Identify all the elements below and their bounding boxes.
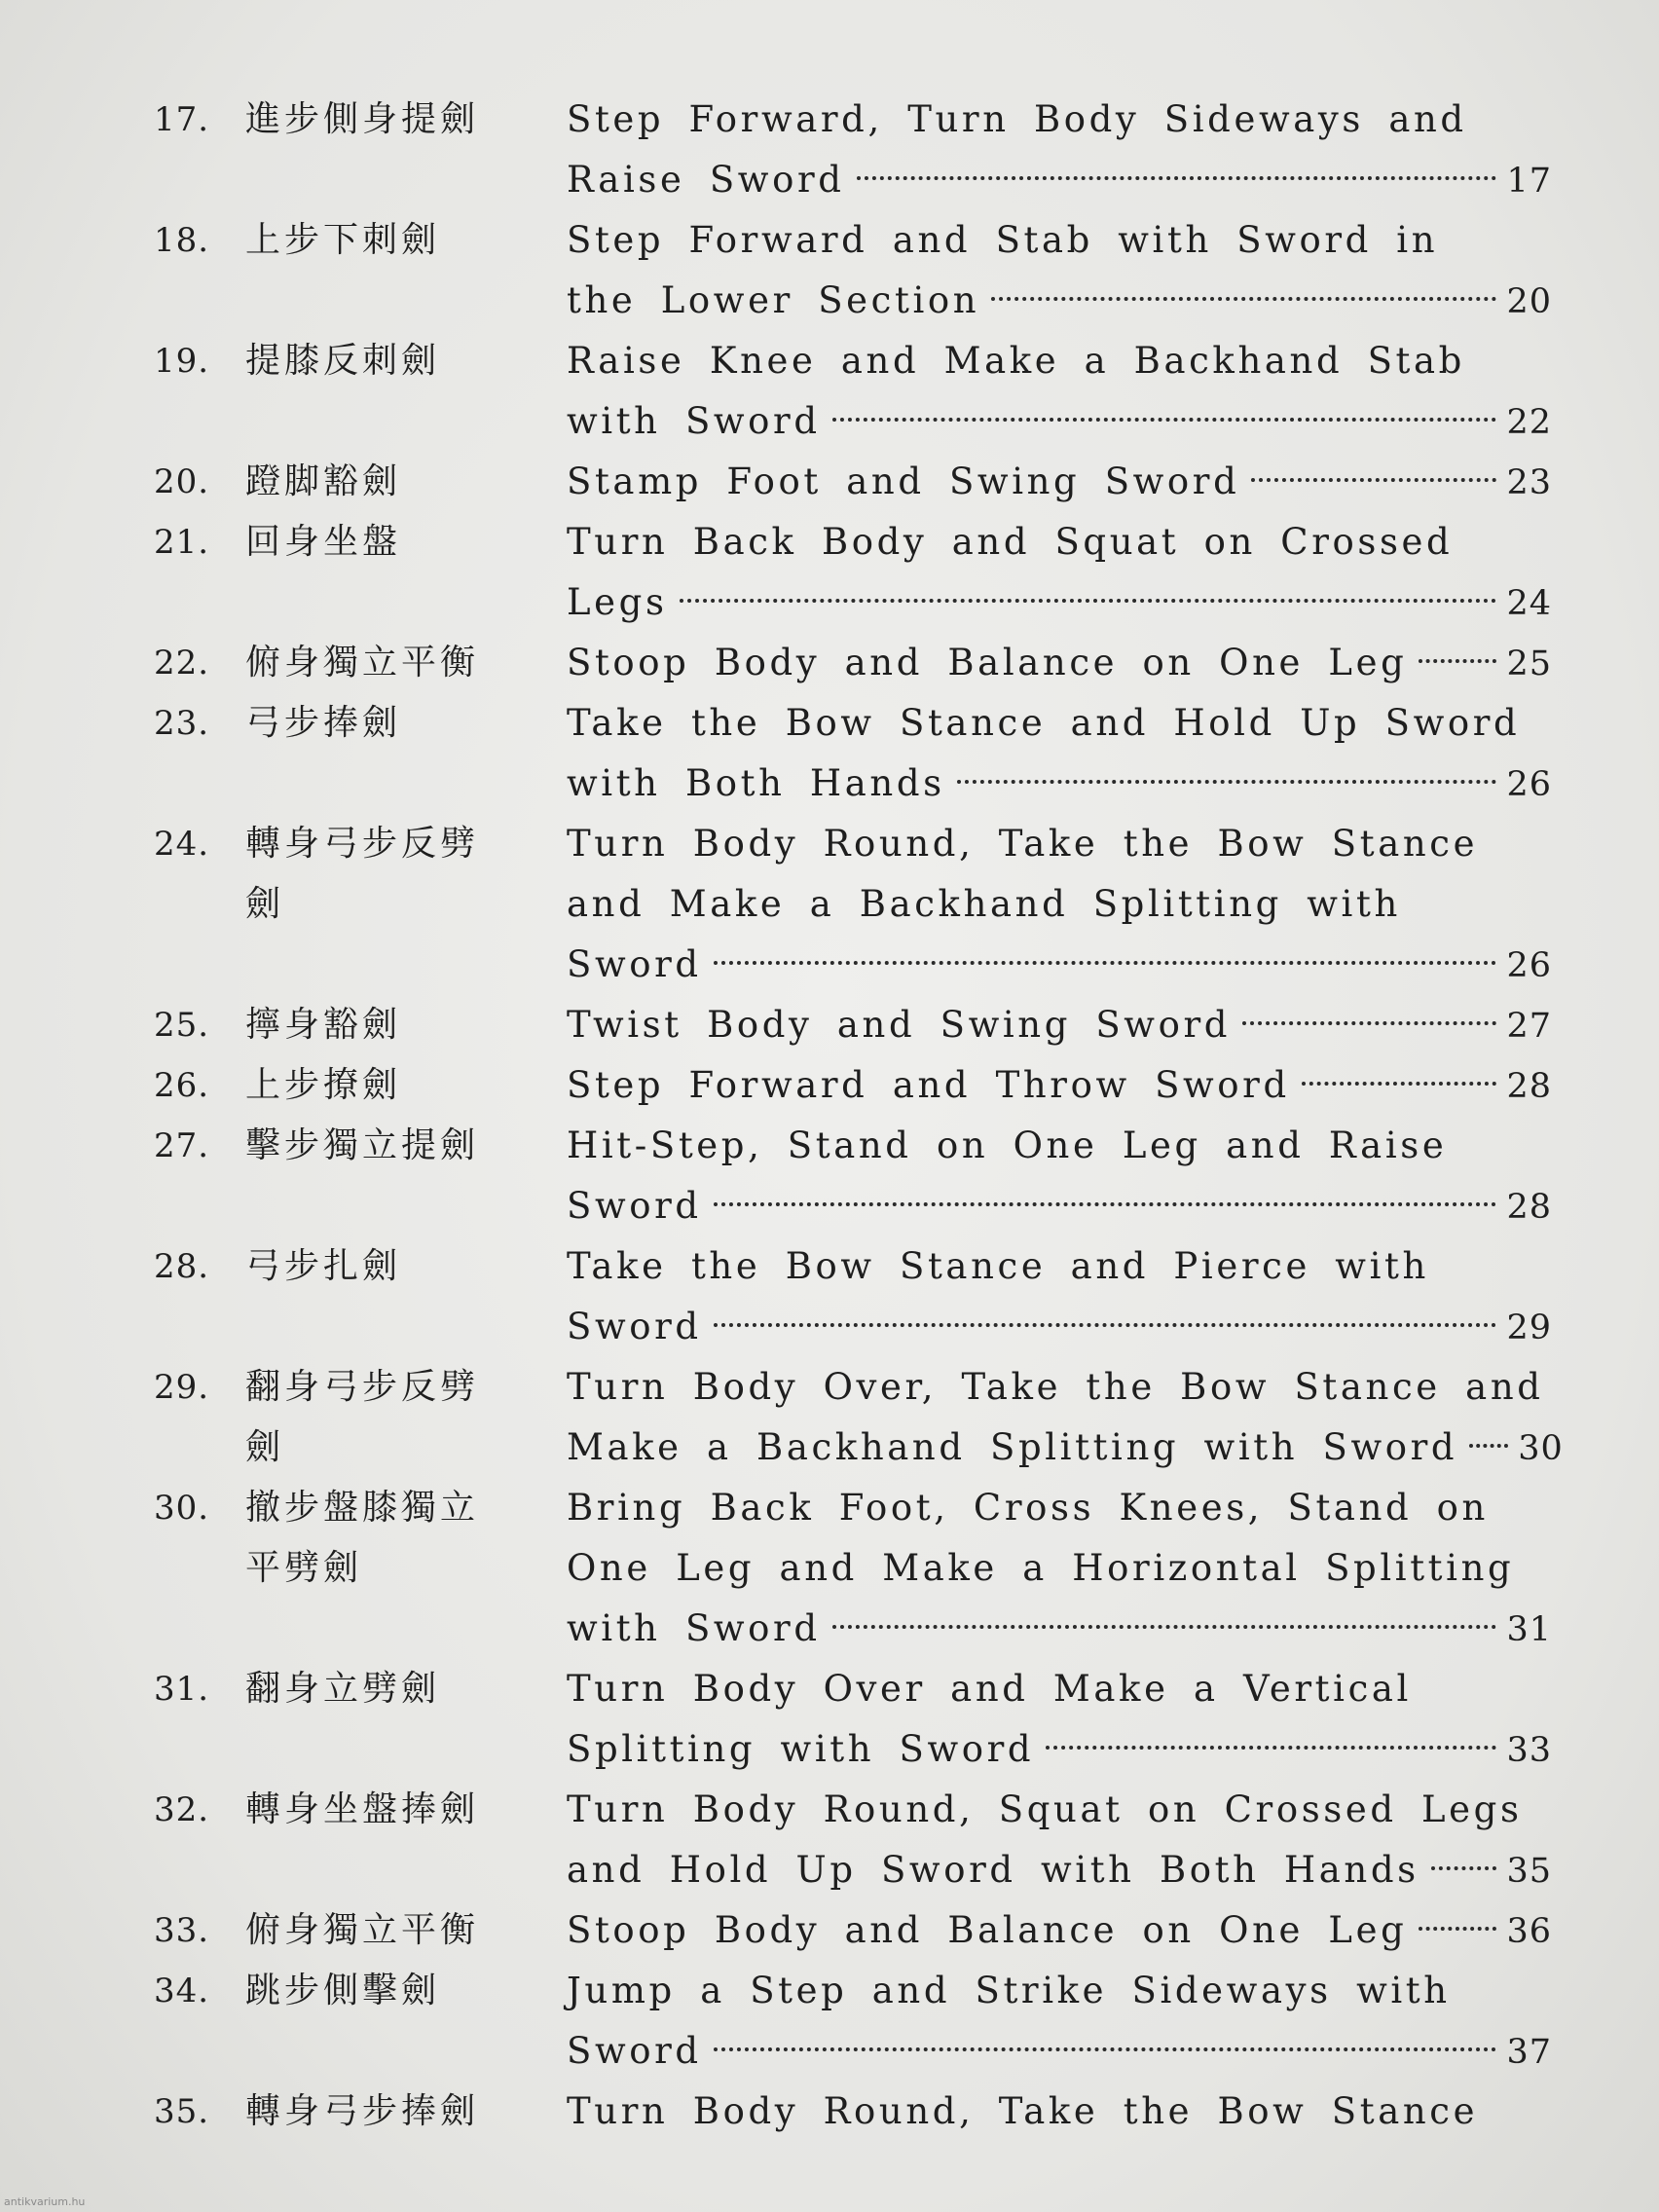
entry-english-text: with Both Hands	[567, 762, 945, 804]
toc-entry	[0, 210, 1659, 331]
entry-number: 29.	[154, 1368, 210, 1407]
entry-chinese-title: 擊步獨立提劍	[245, 1125, 480, 1165]
toc-entry-line	[0, 391, 1659, 452]
entry-chinese-title: 翻身立劈劍	[245, 1669, 441, 1709]
entry-english-title	[567, 271, 1552, 332]
entry-number: 26.	[154, 1066, 210, 1105]
toc-entry-line	[0, 1538, 1659, 1599]
dot-leader	[714, 961, 1497, 965]
dot-leader	[957, 780, 1497, 784]
entry-english-text: Sword	[567, 1185, 702, 1227]
dot-leader	[832, 418, 1497, 422]
toc-entry	[0, 1780, 1659, 1900]
entry-chinese-title: 蹬脚豁劍	[245, 461, 402, 501]
toc-entry	[0, 2082, 1659, 2142]
toc-entry	[0, 633, 1659, 693]
entry-english-title: Raise Knee and Make a Backhand Stab	[567, 340, 1465, 382]
page-number: 28	[1506, 1067, 1552, 1106]
toc-entry-line	[0, 814, 1659, 874]
entry-english-title: Bring Back Foot, Cross Knees, Stand on	[567, 1487, 1489, 1529]
toc-entry	[0, 693, 1659, 814]
toc-entry-line	[0, 331, 1659, 391]
dot-leader	[1419, 659, 1496, 663]
page-number: 37	[1506, 2033, 1552, 2072]
entry-chinese-title: 回身坐盤	[245, 522, 402, 562]
toc-entry-line	[0, 1719, 1659, 1780]
entry-english-title	[567, 1297, 1552, 1358]
toc-entry-line	[0, 2082, 1659, 2142]
toc-entry-line	[0, 1659, 1659, 1719]
toc-entry-line	[0, 935, 1659, 995]
entry-english-title	[567, 572, 1552, 634]
page-number: 26	[1506, 946, 1552, 985]
toc-entry-line	[0, 572, 1659, 633]
toc-entry-line	[0, 1840, 1659, 1900]
dot-leader	[714, 2047, 1497, 2051]
entry-english-text: Stoop Body and Balance on One Leg	[567, 1909, 1408, 1951]
entry-number: 23.	[154, 704, 210, 743]
entry-number: 28.	[154, 1247, 210, 1286]
dot-leader	[1302, 1082, 1497, 1086]
entry-english-title	[567, 1599, 1552, 1660]
toc-entry	[0, 1055, 1659, 1116]
page-number: 29	[1506, 1309, 1552, 1347]
page-number: 35	[1506, 1852, 1552, 1891]
entry-english-text: Twist Body and Swing Sword	[567, 1004, 1232, 1046]
toc-entry-line	[0, 1176, 1659, 1236]
entry-english-text: and Hold Up Sword with Both Hands	[567, 1849, 1419, 1891]
toc-entry-line	[0, 210, 1659, 271]
page-number: 22	[1506, 403, 1552, 442]
entry-chinese-title: 上步下刺劍	[245, 220, 441, 260]
dot-leader	[1242, 1021, 1496, 1025]
entry-english-title	[567, 1418, 1564, 1479]
entry-number: 24.	[154, 825, 210, 864]
entry-chinese-title: 劍	[245, 1427, 285, 1467]
dot-leader	[1046, 1746, 1496, 1750]
entry-english-title: Step Forward and Stab with Sword in	[567, 219, 1439, 261]
toc-entry	[0, 331, 1659, 452]
entry-english-title: and Make a Backhand Splitting with	[567, 883, 1401, 925]
watermark: antikvarium.hu	[4, 2195, 86, 2208]
entry-english-title: Hit-Step, Stand on One Leg and Raise	[567, 1124, 1448, 1166]
toc-entry	[0, 90, 1659, 210]
toc-entry-line	[0, 512, 1659, 572]
entry-number: 19.	[154, 342, 210, 381]
entry-english-text: Stoop Body and Balance on One Leg	[567, 642, 1408, 683]
toc-entry-line	[0, 2021, 1659, 2082]
dot-leader	[1251, 478, 1496, 482]
table-of-contents	[0, 90, 1659, 2142]
toc-entry	[0, 1478, 1659, 1659]
entry-number: 17.	[154, 100, 210, 139]
toc-entry-line	[0, 1055, 1659, 1116]
entry-english-title: Jump a Step and Strike Sideways with	[567, 1970, 1451, 2011]
entry-english-text: Step Forward and Throw Sword	[567, 1064, 1290, 1106]
entry-english-text: with Sword	[567, 400, 821, 442]
page-number: 30	[1518, 1429, 1564, 1468]
page-number: 24	[1506, 584, 1552, 623]
toc-entry-line	[0, 1116, 1659, 1176]
entry-english-title: Turn Body Round, Squat on Crossed Legs	[567, 1788, 1523, 1830]
entry-chinese-title: 撤步盤膝獨立	[245, 1488, 480, 1528]
toc-entry-line	[0, 1961, 1659, 2021]
toc-entry	[0, 995, 1659, 1055]
entry-english-title	[567, 452, 1552, 513]
toc-entry-line	[0, 1599, 1659, 1659]
entry-english-title	[567, 1900, 1552, 1962]
toc-entry	[0, 1961, 1659, 2082]
entry-number: 27.	[154, 1126, 210, 1165]
entry-chinese-title: 擰身豁劍	[245, 1005, 402, 1045]
dot-leader	[680, 599, 1497, 603]
toc-entry-line	[0, 1357, 1659, 1418]
dot-leader	[714, 1202, 1497, 1206]
entry-number: 20.	[154, 462, 210, 501]
page-number: 25	[1506, 645, 1552, 683]
entry-chinese-title: 轉身弓步反劈	[245, 824, 480, 864]
entry-english-title: One Leg and Make a Horizontal Splitting	[567, 1547, 1515, 1589]
entry-english-text: Sword	[567, 943, 702, 985]
toc-entry	[0, 1357, 1659, 1478]
entry-number: 30.	[154, 1489, 210, 1528]
entry-english-text: Splitting with Sword	[567, 1728, 1035, 1770]
dot-leader	[832, 1625, 1497, 1629]
entry-english-text: Raise Sword	[567, 159, 845, 201]
entry-english-title: Turn Body Round, Take the Bow Stance	[567, 2090, 1479, 2132]
entry-english-title: Take the Bow Stance and Hold Up Sword	[567, 702, 1521, 744]
entry-chinese-title: 進步側身提劍	[245, 99, 480, 139]
entry-english-title	[567, 935, 1552, 996]
entry-chinese-title: 平劈劍	[245, 1548, 363, 1588]
toc-entry	[0, 814, 1659, 995]
entry-english-title	[567, 391, 1552, 453]
entry-english-title	[567, 150, 1552, 211]
entry-english-title: Step Forward, Turn Body Sideways and	[567, 98, 1467, 140]
page-number: 20	[1506, 282, 1552, 321]
toc-entry-line	[0, 874, 1659, 935]
toc-entry	[0, 1659, 1659, 1780]
entry-chinese-title: 弓步扎劍	[245, 1246, 402, 1286]
toc-entry-line	[0, 1478, 1659, 1538]
entry-english-text: with Sword	[567, 1607, 821, 1649]
toc-entry-line	[0, 754, 1659, 814]
entry-english-title: Turn Body Over, Take the Bow Stance and	[567, 1366, 1544, 1408]
toc-entry-line	[0, 452, 1659, 512]
entry-chinese-title: 轉身坐盤捧劍	[245, 1789, 480, 1829]
toc-entry	[0, 1116, 1659, 1236]
entry-chinese-title: 提膝反刺劍	[245, 341, 441, 381]
page-number: 27	[1506, 1007, 1552, 1046]
entry-english-title	[567, 754, 1552, 815]
dot-leader	[714, 1323, 1497, 1327]
toc-entry-line	[0, 995, 1659, 1055]
entry-chinese-title: 轉身弓步捧劍	[245, 2091, 480, 2131]
entry-english-title	[567, 1840, 1552, 1901]
entry-chinese-title: 劍	[245, 884, 285, 924]
entry-english-title: Turn Back Body and Squat on Crossed	[567, 521, 1454, 563]
entry-chinese-title: 俯身獨立平衡	[245, 1910, 480, 1950]
entry-english-text: the Lower Section	[567, 279, 980, 321]
entry-number: 18.	[154, 221, 210, 260]
entry-english-text: Sword	[567, 2030, 702, 2072]
page-number: 31	[1506, 1610, 1552, 1649]
entry-english-title	[567, 995, 1552, 1056]
entry-english-title	[567, 1719, 1552, 1781]
entry-chinese-title: 翻身弓步反劈	[245, 1367, 480, 1407]
page-number: 28	[1506, 1188, 1552, 1227]
entry-chinese-title: 跳步側擊劍	[245, 1971, 441, 2010]
toc-entry-line	[0, 1236, 1659, 1297]
entry-chinese-title: 上步撩劍	[245, 1065, 402, 1105]
page-number: 17	[1506, 162, 1552, 201]
toc-entry-line	[0, 1418, 1659, 1478]
toc-entry-line	[0, 1780, 1659, 1840]
toc-entry-line	[0, 90, 1659, 150]
entry-english-title: Turn Body Round, Take the Bow Stance	[567, 823, 1479, 865]
page-number: 23	[1506, 463, 1552, 502]
entry-english-title: Take the Bow Stance and Pierce with	[567, 1245, 1429, 1287]
toc-entry-line	[0, 271, 1659, 331]
toc-entry-line	[0, 693, 1659, 754]
entry-number: 22.	[154, 644, 210, 682]
dot-leader	[1419, 1927, 1496, 1931]
toc-entry-line	[0, 150, 1659, 210]
toc-entry-line	[0, 1297, 1659, 1357]
entry-english-title	[567, 1176, 1552, 1237]
entry-number: 34.	[154, 1972, 210, 2010]
entry-number: 33.	[154, 1911, 210, 1950]
toc-entry	[0, 1236, 1659, 1357]
dot-leader	[1431, 1866, 1497, 1870]
entry-english-text: Stamp Foot and Swing Sword	[567, 461, 1240, 502]
toc-entry	[0, 512, 1659, 633]
toc-entry	[0, 1900, 1659, 1961]
entry-english-text: Legs	[567, 581, 668, 623]
dot-leader	[1469, 1444, 1508, 1448]
toc-entry	[0, 452, 1659, 512]
entry-chinese-title: 俯身獨立平衡	[245, 643, 480, 682]
entry-english-title	[567, 633, 1552, 694]
entry-english-title: Turn Body Over and Make a Vertical	[567, 1668, 1412, 1710]
entry-chinese-title: 弓步捧劍	[245, 703, 402, 743]
page-number: 36	[1506, 1912, 1552, 1951]
page-number: 33	[1506, 1731, 1552, 1770]
entry-english-text: Sword	[567, 1306, 702, 1347]
entry-english-title	[567, 2021, 1552, 2083]
dot-leader	[857, 176, 1497, 180]
toc-entry-line	[0, 633, 1659, 693]
toc-entry-line	[0, 1900, 1659, 1961]
entry-number: 31.	[154, 1670, 210, 1709]
entry-number: 32.	[154, 1790, 210, 1829]
entry-number: 21.	[154, 523, 210, 562]
entry-english-title	[567, 1055, 1552, 1117]
dot-leader	[991, 297, 1496, 301]
entry-number: 35.	[154, 2092, 210, 2131]
page-number: 26	[1506, 765, 1552, 804]
entry-english-text: Make a Backhand Splitting with Sword	[567, 1426, 1458, 1468]
entry-number: 25.	[154, 1006, 210, 1045]
